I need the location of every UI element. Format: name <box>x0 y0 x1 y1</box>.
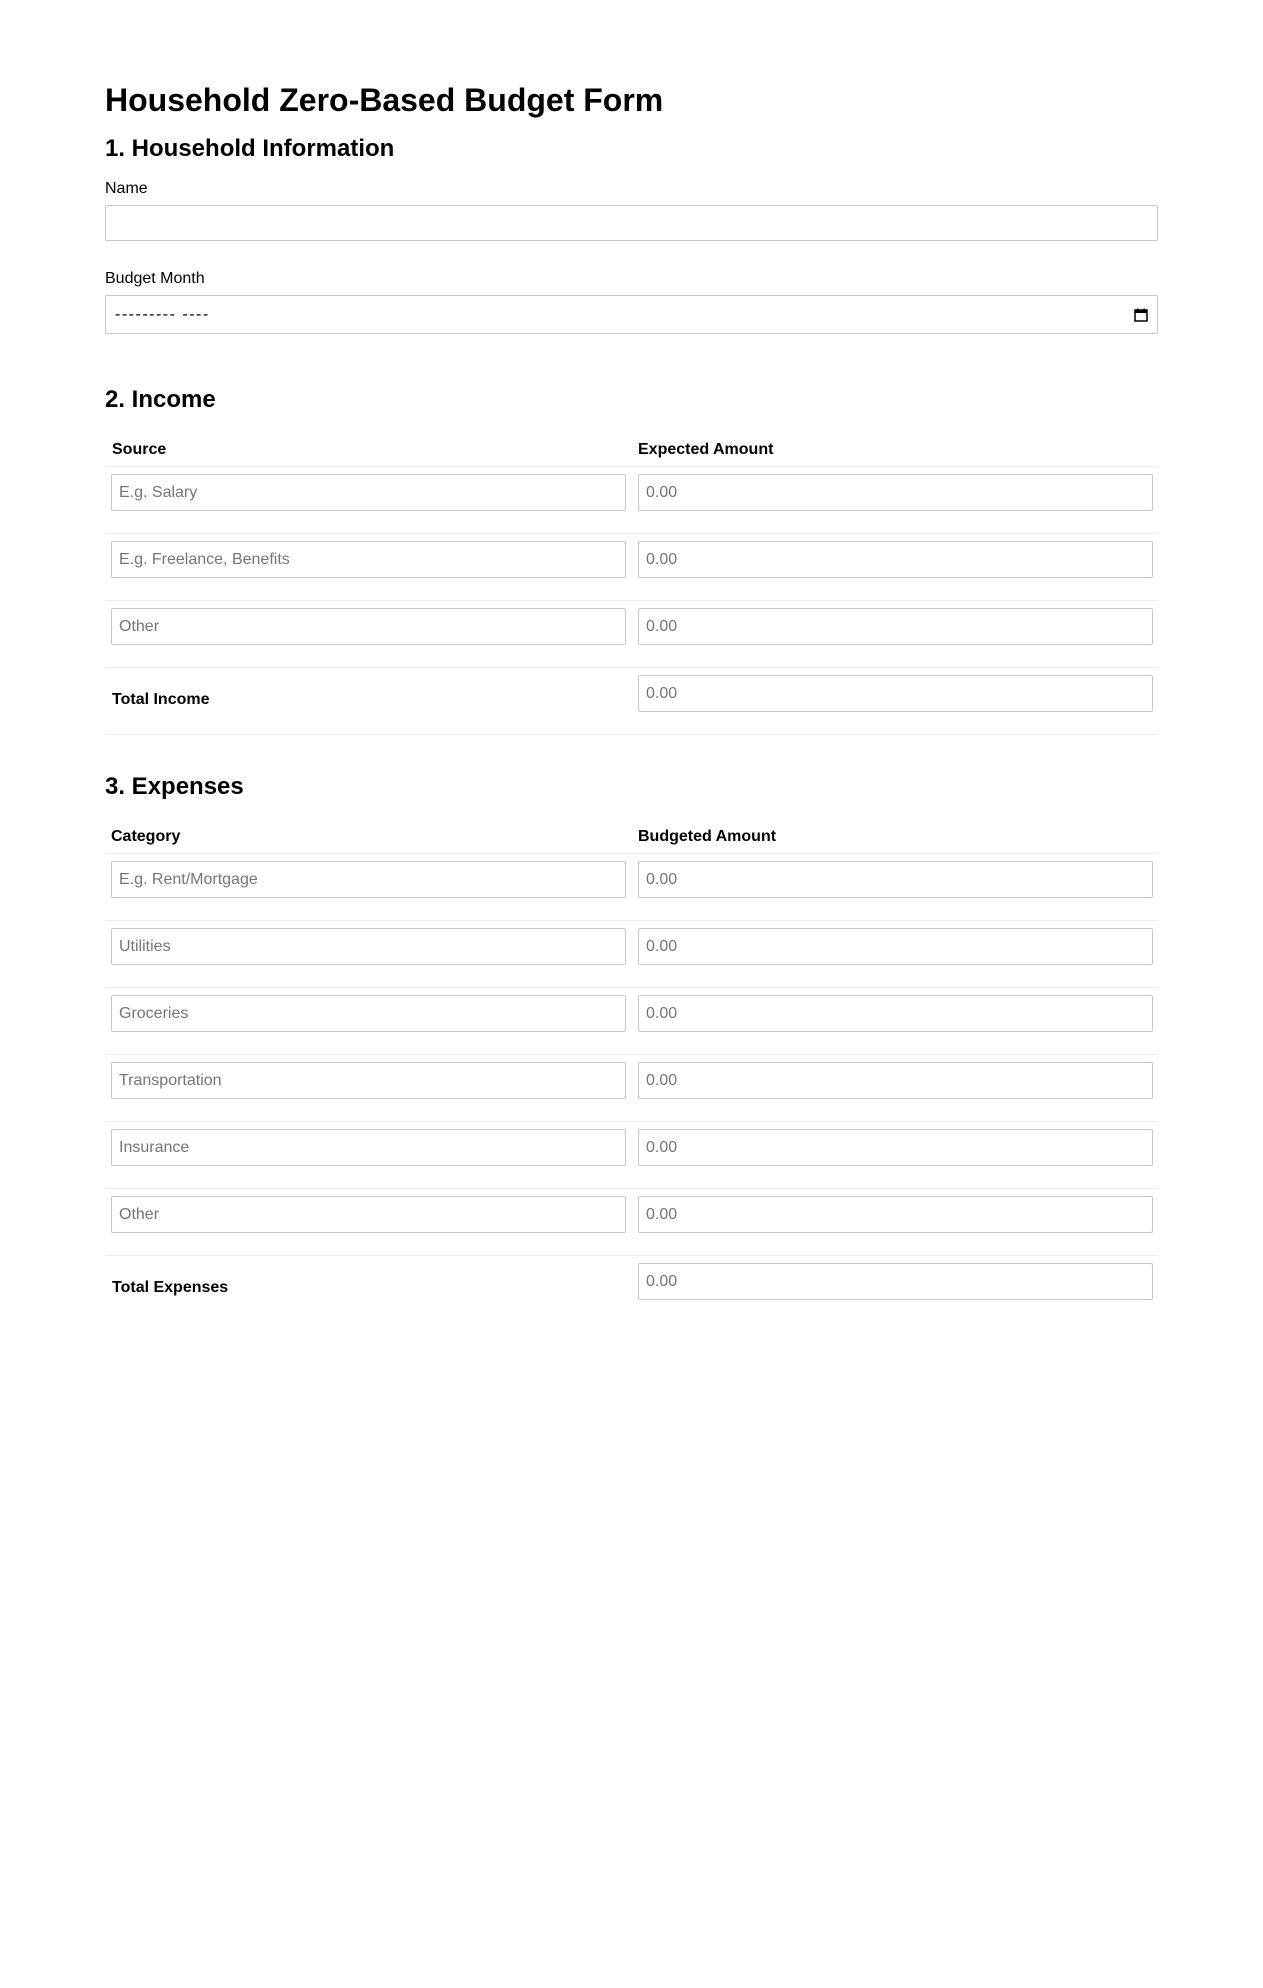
expense-category-input-2[interactable] <box>111 928 626 965</box>
expenses-column-category: Category <box>111 828 181 845</box>
income-source-input-2[interactable] <box>111 541 626 578</box>
row-divider <box>105 734 1158 735</box>
row-divider <box>105 1255 1158 1256</box>
income-column-source: Source <box>112 441 167 458</box>
expense-amount-input-6[interactable] <box>638 1196 1153 1233</box>
row-divider <box>105 987 1158 988</box>
expense-category-input-5[interactable] <box>111 1129 626 1166</box>
row-divider <box>105 853 1158 854</box>
income-column-expected-amount: Expected Amount <box>638 441 774 458</box>
row-divider <box>105 667 1158 668</box>
income-amount-input-2[interactable] <box>638 541 1153 578</box>
calendar-icon[interactable] <box>1134 308 1148 322</box>
total-income-input[interactable] <box>638 675 1153 712</box>
row-divider <box>105 600 1158 601</box>
expenses-column-budgeted-amount: Budgeted Amount <box>638 828 777 845</box>
row-divider <box>105 1054 1158 1055</box>
budget-month-input[interactable] <box>105 295 1158 334</box>
row-divider <box>105 533 1158 534</box>
expense-category-input-4[interactable] <box>111 1062 626 1099</box>
section-heading-income: 2. Income <box>105 386 216 413</box>
row-divider <box>105 466 1158 467</box>
income-amount-input-1[interactable] <box>638 474 1153 511</box>
income-amount-input-3[interactable] <box>638 608 1153 645</box>
expense-category-input-3[interactable] <box>111 995 626 1032</box>
budget-month-mask: --------- ---- <box>115 305 210 323</box>
total-expenses-label: Total Expenses <box>112 1279 229 1296</box>
row-divider <box>105 1188 1158 1189</box>
row-divider <box>105 920 1158 921</box>
expense-category-input-6[interactable] <box>111 1196 626 1233</box>
expense-amount-input-5[interactable] <box>638 1129 1153 1166</box>
budget-month-label: Budget Month <box>105 270 205 287</box>
expense-amount-input-4[interactable] <box>638 1062 1153 1099</box>
name-label: Name <box>105 180 148 197</box>
section-heading-expenses: 3. Expenses <box>105 773 244 800</box>
income-source-input-1[interactable] <box>111 474 626 511</box>
total-income-label: Total Income <box>112 691 210 708</box>
page-title: Household Zero-Based Budget Form <box>105 82 664 118</box>
expense-category-input-1[interactable] <box>111 861 626 898</box>
section-heading-household: 1. Household Information <box>105 135 395 162</box>
expense-amount-input-2[interactable] <box>638 928 1153 965</box>
expense-amount-input-3[interactable] <box>638 995 1153 1032</box>
name-input[interactable] <box>105 205 1158 241</box>
income-source-input-3[interactable] <box>111 608 626 645</box>
row-divider <box>105 1121 1158 1122</box>
total-expenses-input[interactable] <box>638 1263 1153 1300</box>
expense-amount-input-1[interactable] <box>638 861 1153 898</box>
